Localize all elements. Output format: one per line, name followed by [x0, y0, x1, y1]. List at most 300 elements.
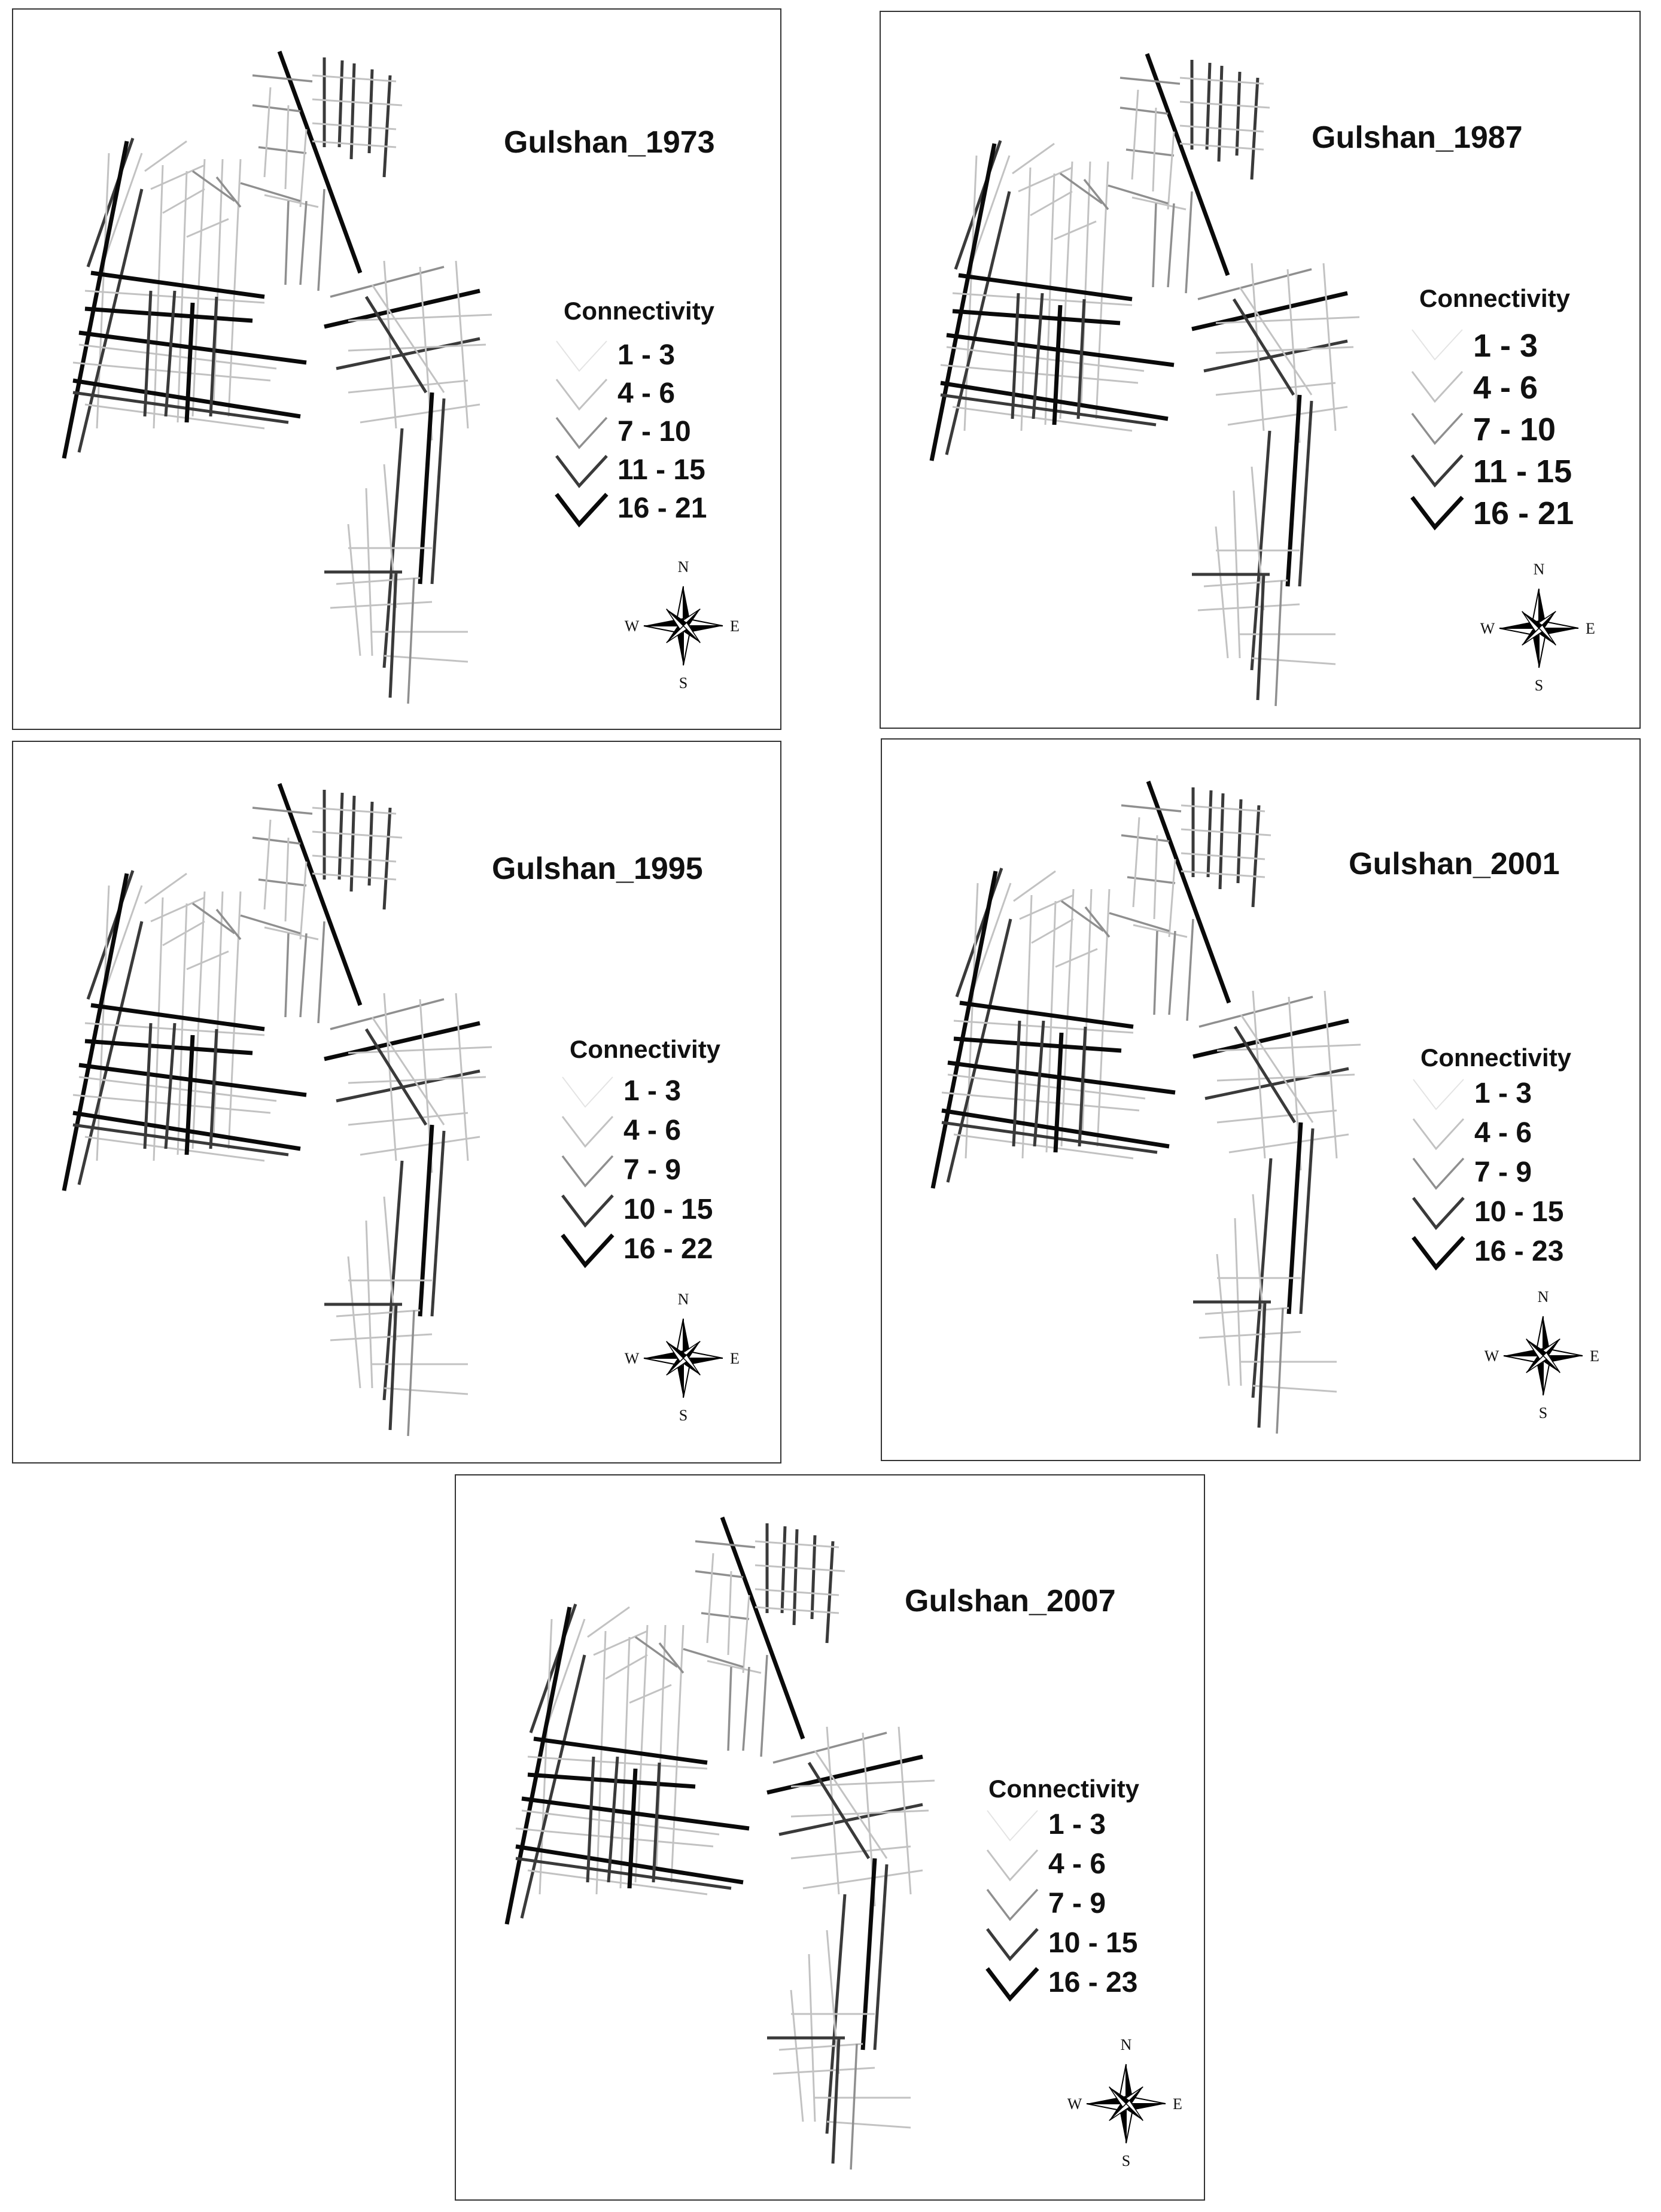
legend-class-3: [1407, 409, 1659, 448]
north-arrow-icon: [617, 560, 749, 692]
street-segment: [187, 1035, 193, 1155]
street-segment: [420, 1125, 432, 1316]
street-segment: [369, 802, 372, 886]
street-segment: [1276, 580, 1282, 706]
street-segment: [863, 1858, 875, 2050]
legend-swatch: [562, 1077, 613, 1107]
street-segment: [369, 69, 372, 153]
legend-class-1: [552, 336, 803, 376]
street-segment: [1198, 604, 1300, 610]
street-segment: [285, 838, 288, 921]
street-segment: [606, 1655, 647, 1679]
legend-class-label: 7 - 9: [1474, 1157, 1532, 1188]
street-segment: [791, 1846, 911, 1858]
street-segment: [1217, 1075, 1355, 1081]
street-segment: [1252, 658, 1336, 664]
legend-class-label: 1 - 3: [623, 1075, 682, 1107]
street-segment: [1207, 63, 1210, 150]
street-segment: [348, 1077, 486, 1083]
street-segment: [957, 868, 1002, 997]
street-segment: [1121, 805, 1181, 811]
legend-class-label: 10 - 15: [623, 1194, 713, 1225]
legend-class-3: [1408, 1154, 1660, 1193]
street-segment: [187, 303, 193, 422]
street-segment: [384, 1388, 468, 1394]
street-segment: [1252, 263, 1264, 431]
streets: [932, 54, 1359, 706]
street-segment: [187, 951, 229, 969]
legend-swatch: [1413, 1158, 1464, 1188]
legend-swatch: [556, 341, 607, 371]
street-segment: [330, 1334, 432, 1340]
legend-swatch: [987, 1850, 1038, 1880]
street-segment: [1300, 401, 1312, 586]
street-segment: [956, 141, 1000, 269]
compass-rose-icon: [644, 1319, 723, 1398]
legend-class-1: [1408, 1075, 1660, 1114]
street-segment: [300, 129, 306, 207]
street-segment: [1133, 925, 1187, 937]
street-segment: [1193, 1021, 1349, 1057]
legend-class-2: [982, 1845, 1234, 1885]
compass-rose-icon: [1504, 1316, 1583, 1395]
legend-swatch: [562, 1116, 613, 1146]
street-segment: [64, 141, 127, 458]
legend-swatch: [987, 1811, 1038, 1840]
legend-class-4: [1408, 1193, 1660, 1233]
street-segment: [348, 1256, 360, 1388]
streets: [64, 51, 492, 704]
street-segment: [1217, 1110, 1337, 1122]
legend-class-4: [1407, 451, 1659, 490]
legend-swatch: [562, 1156, 613, 1186]
legend-swatch: [1413, 1237, 1464, 1267]
legend-class-5: [1408, 1233, 1660, 1272]
street-segment: [791, 1811, 929, 1817]
street-segment: [73, 1095, 270, 1113]
street-segment: [629, 1685, 671, 1703]
street-segment: [1030, 191, 1072, 215]
street-segment: [264, 195, 318, 207]
street-segment: [1012, 144, 1054, 174]
compass-direction-label: E: [730, 617, 740, 635]
street-segment: [1277, 1308, 1283, 1434]
compass-direction-label: W: [1067, 2095, 1082, 2113]
legend-class-label: 16 - 23: [1474, 1236, 1564, 1267]
legend-class-label: 7 - 10: [1473, 412, 1556, 448]
street-segment: [743, 1667, 749, 1751]
street-segment: [1187, 919, 1193, 1021]
legend-swatch: [562, 1195, 613, 1225]
street-segment: [728, 1571, 731, 1655]
street-segment: [1120, 108, 1168, 114]
street-segment: [384, 993, 396, 1161]
legend-class-label: 4 - 6: [1474, 1117, 1532, 1149]
street-segment: [707, 1553, 713, 1643]
street-segment: [193, 171, 235, 201]
street-segment: [812, 1535, 815, 1619]
legend-class-label: 1 - 3: [1048, 1809, 1106, 1840]
street-segment: [1169, 931, 1175, 1015]
street-segment: [214, 159, 223, 404]
street-segment: [88, 871, 133, 999]
street-segment: [1288, 395, 1300, 586]
street-segment: [432, 398, 444, 584]
legend-class-2: [552, 375, 803, 414]
street-segment: [339, 60, 342, 147]
map-panel-1973: [12, 8, 781, 730]
street-segment: [253, 75, 312, 81]
legend-class-1: [1407, 325, 1659, 364]
street-segment: [1018, 168, 1072, 191]
legend-swatch: [562, 1235, 613, 1265]
street-segment: [1154, 931, 1157, 1015]
compass-direction-label: E: [1586, 620, 1595, 637]
legend-class-label: 16 - 21: [1473, 495, 1574, 531]
street-segment: [1153, 108, 1156, 191]
street-segment: [1199, 1332, 1301, 1338]
compass-direction-label: N: [1533, 562, 1545, 578]
street-segment: [695, 1571, 743, 1577]
street-segment: [1109, 913, 1169, 931]
street-segment: [1154, 835, 1157, 919]
street-segment: [1132, 197, 1186, 209]
compass-direction-label: N: [677, 560, 689, 576]
legend-class-5: [1407, 492, 1659, 532]
street-segment: [594, 1631, 647, 1655]
map-panel-2001: [881, 738, 1641, 1461]
legend-class-5: [558, 1230, 809, 1270]
street-segment: [253, 838, 300, 844]
street-segment: [875, 1864, 887, 2050]
street-segment: [683, 1649, 743, 1667]
street-segment: [264, 87, 270, 177]
legend-swatch: [1413, 1079, 1464, 1109]
legend-swatch: [1412, 372, 1462, 401]
street-segment: [851, 2044, 857, 2170]
compass-direction-label: S: [1538, 1404, 1548, 1422]
legend-class-5: [552, 489, 803, 529]
street-segment: [791, 1990, 803, 2122]
street-segment: [279, 784, 360, 1005]
street-segment: [336, 1310, 420, 1316]
legend-class-1: [558, 1072, 809, 1112]
street-segment: [761, 1655, 767, 1757]
street-segment: [1217, 1254, 1229, 1386]
street-segment: [300, 862, 306, 939]
street-segment: [1186, 191, 1192, 293]
legend-heading: Connectivity: [1420, 1043, 1572, 1072]
street-segment: [1121, 835, 1169, 841]
street-segment: [324, 291, 480, 327]
map-title: Gulshan_1987: [1312, 120, 1523, 155]
legend-swatch: [987, 1890, 1038, 1919]
streets: [933, 781, 1361, 1434]
legend-class-label: 4 - 6: [623, 1115, 682, 1146]
legend-heading: Connectivity: [1419, 284, 1571, 312]
street-segment: [384, 75, 390, 177]
legend-swatch: [1413, 1119, 1464, 1149]
legend-swatch: [556, 494, 607, 524]
street-segment: [1153, 203, 1156, 287]
street-segment: [1252, 78, 1258, 179]
legend-class-label: 1 - 3: [1473, 328, 1538, 364]
street-segment: [827, 2122, 911, 2128]
street-segment: [707, 1661, 761, 1673]
legend-class-label: 1 - 3: [617, 339, 676, 371]
street-segment: [348, 1113, 468, 1125]
street-segment: [629, 1769, 635, 1888]
street-segment: [932, 144, 994, 461]
legend-class-label: 4 - 6: [617, 378, 676, 409]
legend-class-4: [552, 451, 803, 491]
street-segment: [193, 903, 235, 933]
street-segment: [1205, 1308, 1289, 1314]
street-segment: [64, 874, 127, 1191]
street-segment: [420, 392, 432, 584]
street-segment: [339, 793, 342, 880]
street-segment: [588, 1607, 629, 1637]
street-segment: [1081, 162, 1090, 407]
legend-swatch: [1412, 497, 1462, 527]
street-segment: [695, 1541, 755, 1547]
compass-direction-label: S: [1534, 677, 1544, 694]
street-segment: [1168, 132, 1174, 209]
legend-class-2: [1408, 1114, 1660, 1154]
street-segment: [635, 1637, 677, 1667]
street-segment: [941, 365, 1138, 383]
street-segment: [1229, 1134, 1349, 1152]
street-segment: [384, 261, 396, 428]
street-segment: [145, 141, 187, 171]
street-segment: [330, 602, 432, 608]
street-segment: [767, 1757, 923, 1793]
legend-swatch: [1412, 455, 1462, 485]
street-segment: [384, 656, 468, 662]
legend-class-1: [982, 1806, 1234, 1845]
legend-swatch: [1412, 330, 1462, 360]
street-segment: [1253, 805, 1259, 907]
street-segment: [408, 1310, 414, 1436]
street-segment: [1108, 185, 1168, 203]
street-segment: [360, 404, 480, 422]
street-segment: [728, 1667, 731, 1751]
legend-class-label: 16 - 22: [623, 1233, 713, 1265]
map-title: Gulshan_1973: [504, 125, 715, 160]
map-panel-2007: [455, 1474, 1205, 2201]
map-panel-1995: [12, 741, 781, 1463]
street-segment: [933, 871, 996, 1188]
street-segment: [163, 921, 205, 945]
street-segment: [773, 2068, 875, 2074]
map-title: Gulshan_1995: [492, 851, 703, 886]
legend-class-3: [982, 1885, 1234, 1924]
map-panel-1987: [880, 11, 1641, 729]
compass-direction-label: E: [730, 1350, 740, 1367]
streets: [64, 784, 492, 1436]
compass-direction-label: W: [624, 1350, 640, 1367]
north-arrow-icon: [1473, 562, 1605, 694]
street-segment: [1055, 1033, 1061, 1152]
street-segment: [348, 381, 468, 392]
legend-heading: Connectivity: [564, 297, 715, 325]
legend-swatch: [1413, 1198, 1464, 1228]
street-segment: [145, 874, 187, 903]
street-segment: [1054, 305, 1060, 425]
compass-direction-label: S: [679, 674, 688, 692]
street-segment: [241, 915, 300, 933]
compass-direction-label: W: [624, 617, 640, 635]
street-segment: [1253, 1386, 1337, 1392]
street-segment: [1237, 72, 1240, 156]
legend-swatch: [556, 379, 607, 409]
legend-class-2: [1407, 367, 1659, 406]
north-arrow-icon: [1060, 2038, 1192, 2170]
compass-direction-label: N: [1537, 1290, 1549, 1306]
street-segment: [285, 105, 288, 189]
legend-class-label: 4 - 6: [1473, 370, 1538, 406]
compass-direction-label: W: [1480, 620, 1495, 637]
compass-direction-label: N: [1120, 2038, 1132, 2053]
legend-swatch: [987, 1929, 1038, 1959]
street-segment: [1216, 347, 1353, 353]
legend-class-4: [982, 1924, 1234, 1964]
street-segment: [1168, 203, 1174, 287]
legend-class-label: 7 - 10: [617, 416, 691, 448]
street-segment: [253, 105, 300, 111]
legend-class-label: 1 - 3: [1474, 1078, 1532, 1109]
street-segment: [1147, 54, 1228, 275]
compass-direction-label: S: [1121, 2152, 1131, 2170]
street-segment: [279, 51, 360, 273]
street-segment: [722, 1517, 803, 1739]
legend-class-5: [982, 1964, 1234, 2003]
street-segment: [241, 183, 300, 201]
street-segment: [1082, 889, 1091, 1134]
street-segment: [803, 1870, 923, 1888]
legend-class-label: 16 - 21: [617, 492, 707, 524]
legend-class-label: 10 - 15: [1048, 1927, 1138, 1959]
north-arrow-icon: [1477, 1290, 1609, 1422]
street-segment: [1216, 383, 1336, 395]
legend-class-label: 11 - 15: [617, 454, 705, 486]
compass-direction-label: N: [677, 1292, 689, 1308]
legend-class-label: 4 - 6: [1048, 1848, 1106, 1880]
legend-class-3: [558, 1151, 809, 1191]
street-segment: [1014, 871, 1055, 901]
street-segment: [300, 201, 306, 285]
street-segment: [348, 345, 486, 351]
street-segment: [782, 1526, 785, 1613]
street-segment: [1301, 1128, 1313, 1314]
street-segment: [264, 927, 318, 939]
street-segment: [779, 2044, 863, 2050]
street-segment: [432, 1131, 444, 1316]
street-segment: [1133, 817, 1139, 907]
street-segment: [1228, 407, 1347, 425]
street-segment: [1120, 78, 1180, 84]
street-segment: [1132, 90, 1138, 179]
street-segment: [318, 921, 324, 1023]
street-segment: [73, 363, 270, 381]
legend-class-4: [558, 1191, 809, 1230]
legend-class-2: [558, 1112, 809, 1151]
legend-heading: Connectivity: [570, 1035, 721, 1063]
street-segment: [1060, 174, 1102, 203]
street-segment: [151, 897, 205, 921]
streets: [507, 1517, 935, 2170]
street-segment: [1238, 799, 1241, 883]
street-segment: [360, 1137, 480, 1155]
compass-direction-label: W: [1484, 1347, 1499, 1365]
legend-heading: Connectivity: [988, 1775, 1140, 1803]
legend-class-label: 11 - 15: [1473, 454, 1572, 489]
street-segment: [253, 808, 312, 814]
street-segment: [1253, 991, 1265, 1158]
street-segment: [318, 189, 324, 291]
street-segment: [942, 1093, 1139, 1110]
street-segment: [1204, 580, 1288, 586]
compass-rose-icon: [1087, 2064, 1166, 2143]
street-segment: [214, 892, 223, 1137]
compass-rose-icon: [644, 586, 723, 665]
legend-class-label: 16 - 23: [1048, 1967, 1138, 1998]
street-segment: [1208, 790, 1211, 877]
street-segment: [151, 165, 205, 189]
street-segment: [408, 578, 414, 704]
street-segment: [1032, 919, 1073, 943]
street-segment: [531, 1604, 576, 1733]
street-segment: [324, 1023, 480, 1059]
street-segment: [300, 933, 306, 1017]
compass-direction-label: E: [1173, 2095, 1182, 2113]
street-segment: [827, 1541, 833, 1643]
legend-class-label: 7 - 9: [1048, 1888, 1106, 1919]
legend-class-label: 10 - 15: [1474, 1196, 1564, 1228]
street-segment: [827, 1727, 839, 1894]
street-segment: [1216, 527, 1228, 658]
compass-direction-label: S: [679, 1407, 688, 1424]
legend-swatch: [556, 418, 607, 448]
street-segment: [285, 201, 288, 285]
legend-swatch: [987, 1968, 1038, 1998]
street-segment: [1192, 293, 1347, 329]
legend-swatch: [556, 456, 607, 486]
street-segment: [163, 189, 205, 213]
street-segment: [264, 820, 270, 909]
legend-class-label: 7 - 9: [623, 1154, 682, 1186]
street-segment: [336, 578, 420, 584]
street-segment: [88, 138, 133, 267]
legend-swatch: [1412, 413, 1462, 443]
street-segment: [516, 1828, 713, 1846]
street-segment: [743, 1595, 749, 1673]
street-segment: [1148, 781, 1229, 1003]
legend-class-3: [552, 413, 803, 452]
street-segment: [285, 933, 288, 1017]
street-segment: [1289, 1122, 1301, 1314]
street-segment: [348, 524, 360, 656]
street-segment: [384, 808, 390, 909]
map-title: Gulshan_2007: [905, 1584, 1116, 1618]
compass-rose-icon: [1499, 589, 1578, 668]
street-segment: [1054, 221, 1096, 239]
street-segment: [507, 1607, 570, 1924]
map-title: Gulshan_2001: [1349, 847, 1560, 881]
street-segment: [187, 219, 229, 237]
compass-direction-label: E: [1590, 1347, 1599, 1365]
street-segment: [1055, 949, 1097, 967]
